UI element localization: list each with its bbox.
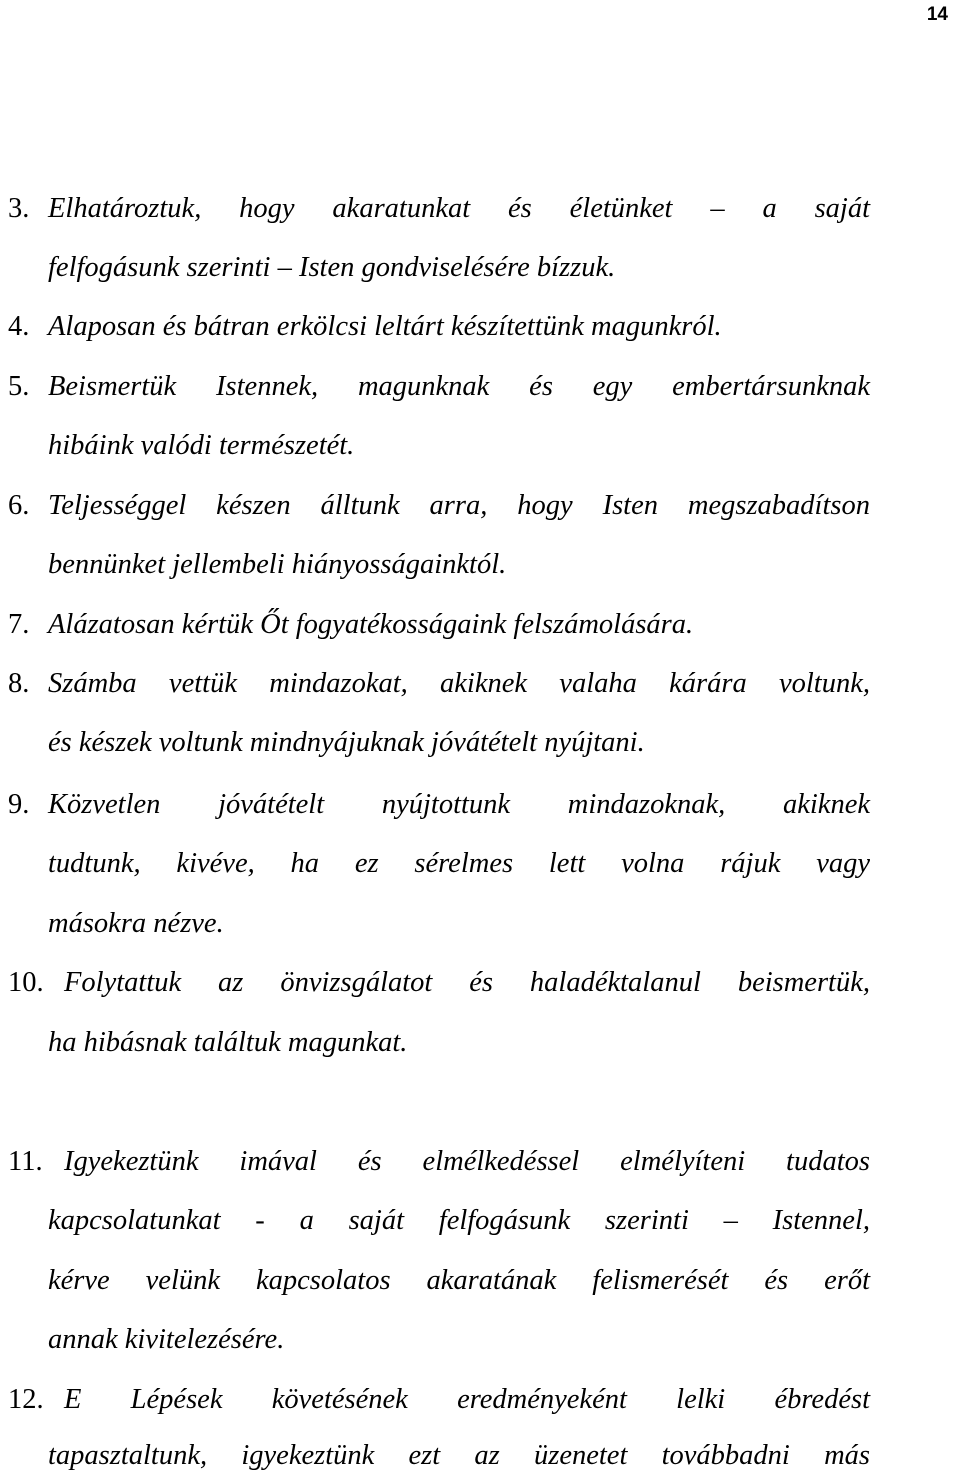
step-7	[0, 603, 960, 647]
step-12-continuation	[0, 1434, 960, 1478]
step-number: 10.	[8, 967, 44, 998]
step-text-line: Beismertük Istennek, magunknak és egy embertársunknak	[48, 371, 870, 402]
step-text-line: E Lépések követésének eredményeként lelki ébredést	[64, 1384, 870, 1415]
step-number: 5.	[8, 371, 30, 402]
step-11-continuation	[0, 1318, 960, 1362]
step-number: 7.	[8, 609, 30, 640]
step-text-line: Alázatosan kértük Őt fogyatékosságaink felszámolására.	[48, 609, 694, 640]
page-number: 14	[926, 4, 948, 25]
step-text-line: felfogásunk szerinti – Isten gondviselésére bízzuk.	[48, 252, 616, 283]
step-text-line: másokra nézve.	[48, 908, 224, 939]
step-text-line: Folytattuk az önvizsgálatot és haladéktalanul beismertük,	[64, 967, 870, 998]
step-11-continuation	[0, 1259, 960, 1303]
step-text-line: kapcsolatunkat - a saját felfogásunk szerinti – Istennel,	[48, 1205, 870, 1236]
step-number: 9.	[8, 789, 30, 820]
step-12	[0, 1378, 960, 1422]
step-number: 11.	[8, 1146, 43, 1177]
step-text-line: bennünket jellembeli hiányosságainktól.	[48, 549, 507, 580]
step-number: 6.	[8, 490, 30, 521]
step-11-continuation	[0, 1199, 960, 1243]
step-number: 4.	[8, 311, 30, 342]
step-text-line: ha hibásnak találtuk magunkat.	[48, 1027, 408, 1058]
step-text-line: Számba vettük mindazokat, akiknek valaha kárára voltunk,	[48, 668, 870, 699]
step-text-line: kérve velünk kapcsolatos akaratának felismerését és erőt	[48, 1265, 870, 1296]
step-text-line: Teljességgel készen álltunk arra, hogy Isten megszabadítson	[48, 490, 870, 521]
step-5-continuation	[0, 424, 960, 468]
step-4	[0, 305, 960, 349]
step-3	[0, 187, 960, 231]
step-3-continuation	[0, 246, 960, 290]
step-11	[0, 1140, 960, 1184]
step-6-continuation	[0, 543, 960, 587]
step-number: 3.	[8, 193, 30, 224]
step-9-continuation	[0, 902, 960, 946]
step-8-continuation	[0, 721, 960, 765]
step-10	[0, 961, 960, 1005]
step-text-line: hibáink valódi természetét.	[48, 430, 355, 461]
step-text-line: Közvetlen jóvátételt nyújtottunk mindazoknak, akiknek	[48, 789, 870, 820]
step-10-continuation	[0, 1021, 960, 1065]
step-9	[0, 783, 960, 827]
step-text-line: és készek voltunk mindnyájuknak jóvátételt nyújtani.	[48, 727, 645, 758]
step-5	[0, 365, 960, 409]
step-text-line: tapasztaltunk, igyekeztünk ezt az üzenetet továbbadni más	[48, 1440, 870, 1471]
step-text-line: Igyekeztünk imával és elmélkedéssel elmélyíteni tudatos	[64, 1146, 870, 1177]
step-number: 12.	[8, 1384, 44, 1415]
step-text-line: Elhatároztuk, hogy akaratunkat és életünket – a saját	[48, 193, 870, 224]
step-text-line: annak kivitelezésére.	[48, 1324, 285, 1355]
step-text-line: tudtunk, kivéve, ha ez sérelmes lett volna rájuk vagy	[48, 848, 870, 879]
step-8	[0, 662, 960, 706]
step-text-line: Alaposan és bátran erkölcsi leltárt készítettünk magunkról.	[48, 311, 722, 342]
step-6	[0, 484, 960, 528]
step-9-continuation	[0, 842, 960, 886]
step-number: 8.	[8, 668, 30, 699]
